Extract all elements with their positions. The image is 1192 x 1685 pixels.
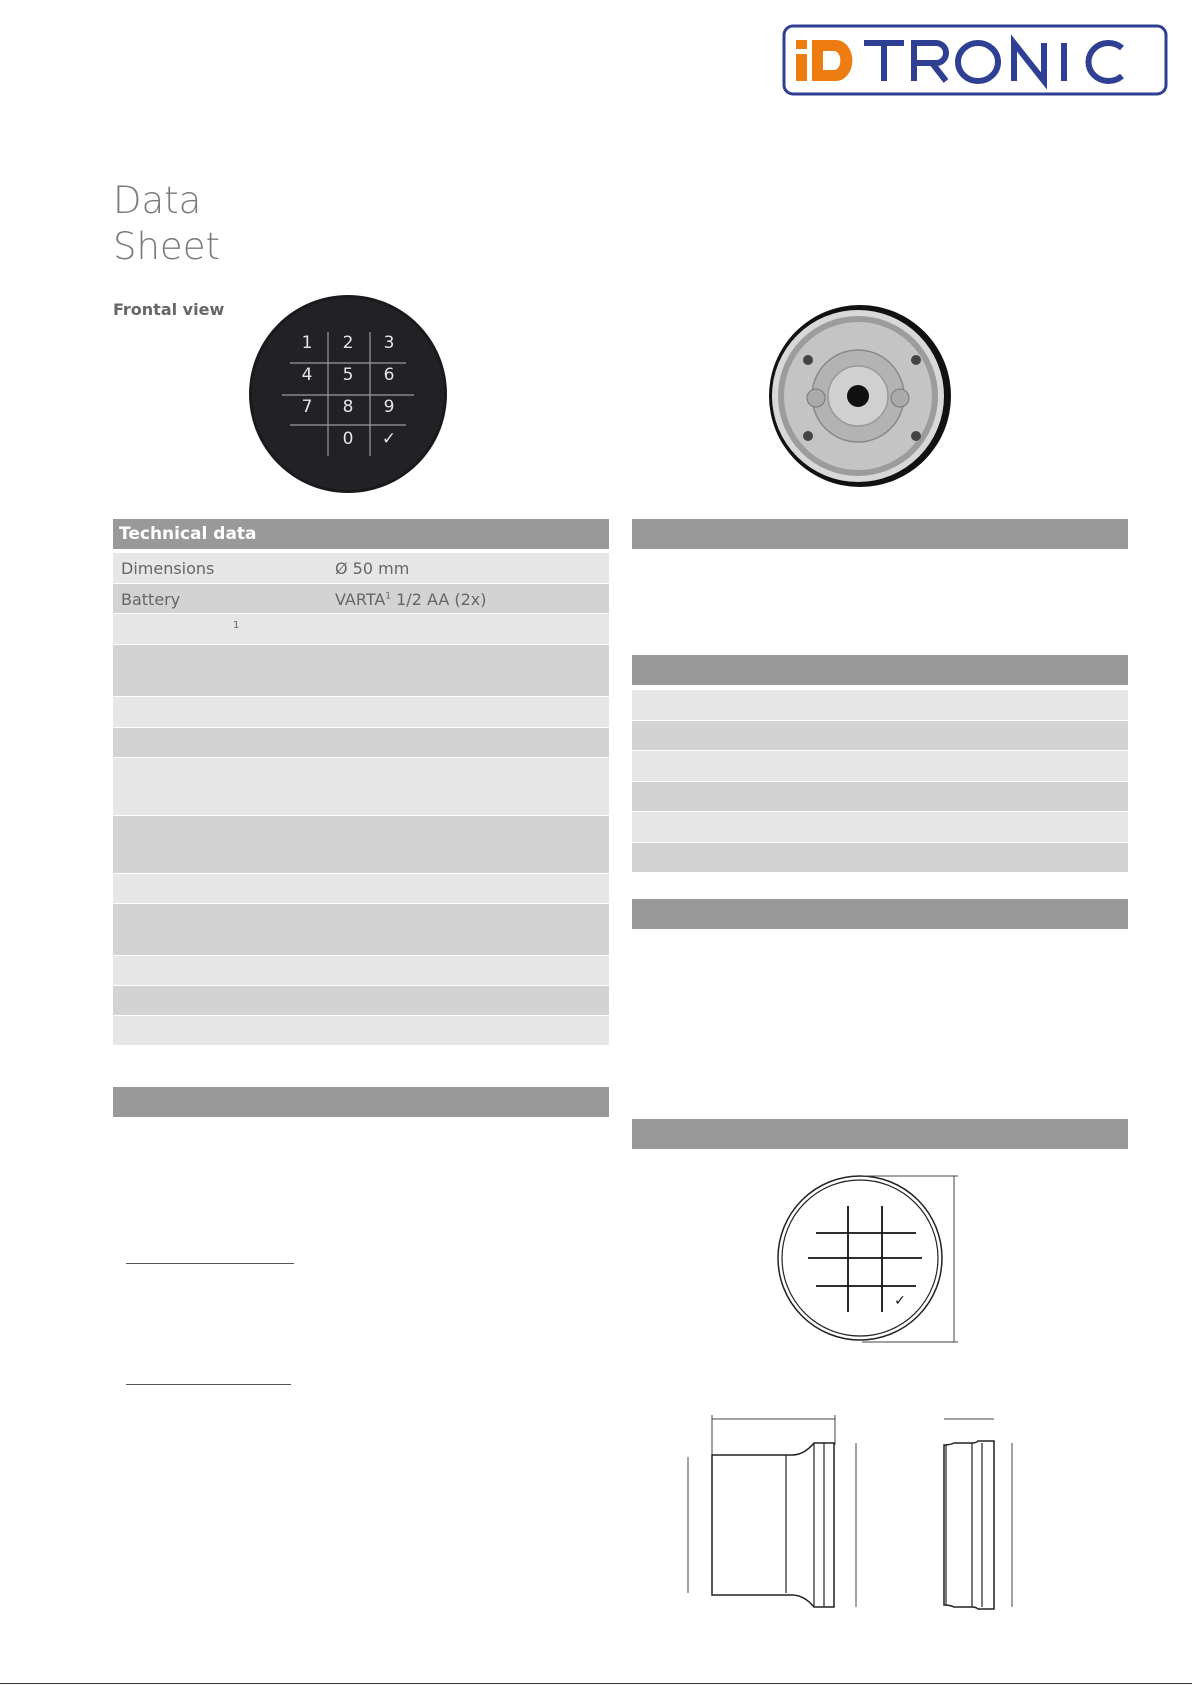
table-row (632, 781, 1128, 811)
keypad-key-label: 7 (301, 397, 313, 417)
keypad-key-label: 1 (301, 333, 313, 353)
row-value (335, 590, 487, 609)
row-key: Dimensions (121, 559, 215, 578)
table-row (632, 811, 1128, 842)
keypad-key-label: ✓ (381, 429, 397, 449)
table-row (113, 757, 609, 815)
keypad-key-label: 0 (342, 429, 354, 449)
section-header-right-3 (632, 899, 1128, 929)
table-row (113, 903, 609, 955)
table-row (113, 985, 609, 1015)
right-table (632, 689, 1128, 872)
battery-brand: VARTA (335, 590, 386, 609)
table-row (632, 689, 1128, 720)
section-header-right-1 (632, 519, 1128, 549)
front-technical-drawing (770, 1170, 970, 1345)
section-header-right-4 (632, 1119, 1128, 1149)
technical-data-table (113, 552, 609, 1045)
title-line-1: Data (113, 179, 202, 222)
title-line-2: Sheet (113, 225, 220, 268)
keypad-key-label: 5 (342, 365, 354, 385)
row-key: Battery (121, 590, 181, 609)
table-row (113, 552, 609, 583)
keypad-key-label: 2 (342, 333, 354, 353)
divider (126, 1263, 294, 1264)
table-row (113, 644, 609, 696)
technical-data-header (113, 519, 609, 549)
keypad-key-label: 4 (301, 365, 313, 385)
keypad-key-label: 3 (383, 333, 395, 353)
back-view-product-image (768, 304, 952, 488)
keypad-key-label: 6 (383, 365, 395, 385)
table-row (113, 583, 609, 613)
profile-technical-drawing (938, 1415, 1018, 1615)
keypad-key-label: 8 (342, 397, 354, 417)
table-row (113, 873, 609, 903)
table-row (113, 1015, 609, 1045)
page-title (113, 178, 220, 270)
section-header-left-lower (113, 1087, 609, 1117)
page-bottom-rule (0, 1683, 1192, 1684)
table-row (113, 955, 609, 985)
table-row (632, 720, 1128, 750)
section-header-right-2 (632, 655, 1128, 685)
table-row (632, 750, 1128, 781)
table-row (113, 613, 609, 644)
table-row (113, 815, 609, 873)
keypad-product-image (248, 294, 448, 494)
side-technical-drawing (684, 1415, 864, 1615)
footnote-ref: 1 (385, 591, 392, 602)
battery-spec: 1/2 AA (2x) (391, 590, 487, 609)
frontal-view-label: Frontal view (113, 300, 225, 319)
keypad-key-label: 9 (383, 397, 395, 417)
footnote-mark: 1 (233, 620, 240, 631)
row-value: Ø 50 mm (335, 559, 410, 578)
table-row (632, 842, 1128, 872)
idtronic-logo (782, 24, 1168, 96)
table-row (113, 727, 609, 757)
table-row (113, 696, 609, 727)
svg-text:✓: ✓ (894, 1293, 906, 1309)
technical-data-heading: Technical data (119, 524, 257, 544)
divider (126, 1384, 291, 1385)
